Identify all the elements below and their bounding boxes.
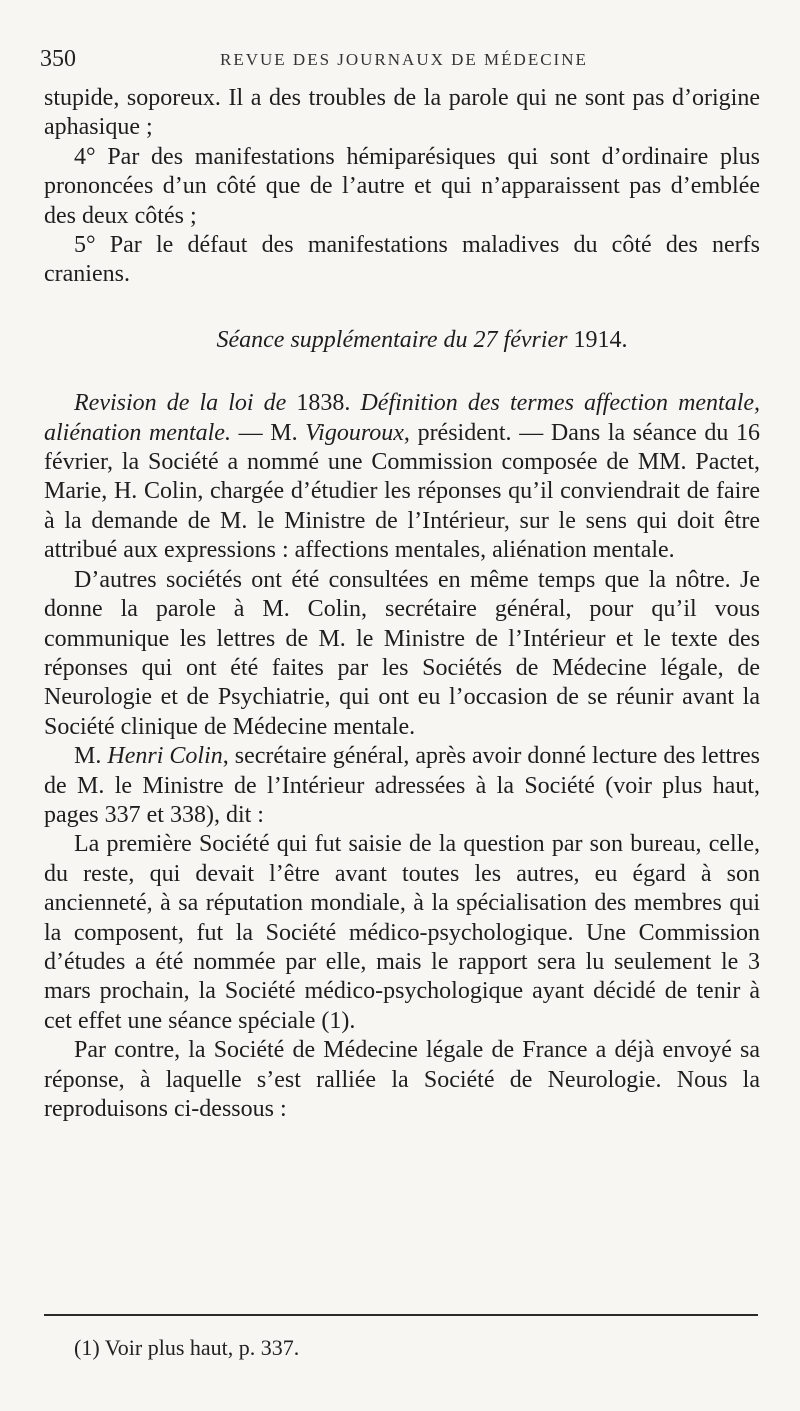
paragraph-colin bbox=[44, 742, 760, 830]
revision-body: Dans la séance du 16 février, la Société a nommé une Commission composée de MM. Pactet, Marie, H. Colin, chargée d’étudier les réponses qu’il conviendrait de faire à la demande de M. le Ministre de l’Intérieur, sur le sens qui doit être attribué aux expressions : affections mentales, aliénation mentale. bbox=[44, 419, 761, 564]
section-heading bbox=[44, 326, 760, 355]
revision-year: 1838. bbox=[296, 390, 351, 417]
paragraph-item-5: 5° Par le défaut des manifestations maladives du côté des nerfs craniens. bbox=[44, 232, 760, 288]
colin-name: Henri Colin bbox=[107, 743, 223, 770]
page-header bbox=[40, 46, 760, 76]
paragraph-medecine-legale: Par contre, la Société de Médecine légale de France a déjà envoyé sa réponse, à laquelle s’est ralliée la Société de Neurologie. Nous la reproduisons ci-dessous : bbox=[44, 1037, 760, 1122]
paragraph-first-society: La première Société qui fut saisie de la question par son bureau, celle, du reste, qui devait l’être avant toutes les autres, eu égard à son ancienneté, à sa réputation mondiale, à la spécialisation des membres qui la composent, fut la Société médico-psychologique. Une Commission d’études a été nommée par elle, mais le rapport sera lu seulement le 3 mars prochain, la Société médico-psychologique ayant décidé de tenir à cet effet une séance spéciale (1). bbox=[44, 831, 760, 1034]
revision-title-part1: Revision de la loi de bbox=[74, 390, 287, 417]
revision-dash: — M. bbox=[238, 419, 298, 446]
colin-prefix: M. bbox=[74, 743, 102, 770]
paragraph-other-societies: D’autres sociétés ont été consultées en même temps que la nôtre. Je donne la parole à M. Colin, secrétaire général, pour qu’il vous communique les lettres de M. le Ministre de l’Intérieur et le texte des réponses qui ont été faites par les Sociétés de Médecine légale, de Neurologie et de Psychiatrie, qui ont eu l’occasion de se réunir avant la Société clinique de Médecine mentale. bbox=[44, 566, 760, 740]
colin-rest: , secrétaire général, après avoir donné lecture des lettres de M. le Ministre de l’Intérieur adressées à la Société (voir plus haut, pages 337 et 338), dit : bbox=[44, 743, 761, 828]
paragraph-continuation: stupide, soporeux. Il a des troubles de la parole qui ne sont pas d’origine aphasique ; bbox=[44, 85, 760, 141]
running-title: REVUE DES JOURNAUX DE MÉDECINE bbox=[220, 50, 588, 69]
speaker-name: Vigouroux bbox=[305, 419, 404, 446]
speaker-role: , président. — bbox=[403, 419, 544, 446]
body-text bbox=[44, 84, 760, 1124]
paragraph-revision bbox=[44, 389, 760, 565]
section-heading-year: 1914. bbox=[573, 326, 628, 353]
paragraph-item-4: 4° Par des manifestations hémiparésiques qui sont d’ordinaire plus prononcées d’un côté que de l’autre et qui n’apparaissent pas d’emblée des deux côtés ; bbox=[44, 143, 760, 229]
footnote: (1) Voir plus haut, p. 337. bbox=[74, 1335, 300, 1360]
footnote-divider bbox=[44, 1314, 758, 1316]
revision-title-part2: Définition des termes affection mentale, aliénation mentale. bbox=[44, 390, 761, 446]
page-number: 350 bbox=[40, 46, 76, 72]
section-heading-text: Séance supplémentaire du 27 février bbox=[216, 326, 568, 353]
